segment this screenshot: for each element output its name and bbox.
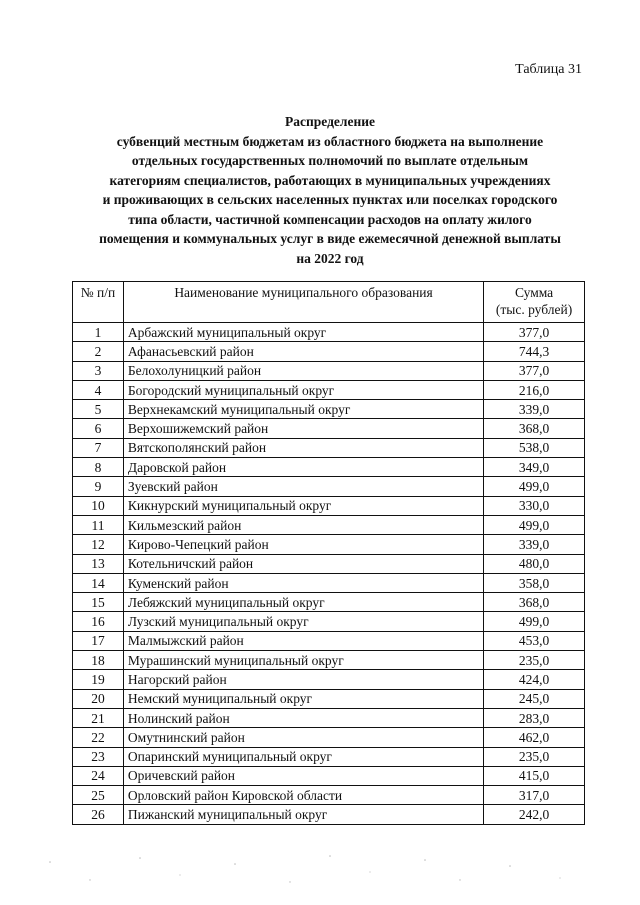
- heading-title: Распределение: [284, 114, 376, 129]
- row-name: Опаринский муниципальный округ: [123, 747, 483, 766]
- row-name: Пижанский муниципальный округ: [123, 805, 483, 824]
- table-row: [73, 458, 585, 477]
- row-number: 18: [73, 651, 124, 670]
- row-sum: 368,0: [484, 419, 585, 438]
- table-row: [73, 573, 585, 592]
- table-row: [73, 670, 585, 689]
- table-row: [73, 689, 585, 708]
- row-number: 1: [73, 323, 124, 342]
- row-sum: 480,0: [484, 554, 585, 573]
- row-name: Даровской район: [123, 458, 483, 477]
- row-sum: 339,0: [484, 400, 585, 419]
- row-sum: 235,0: [484, 651, 585, 670]
- row-sum: 499,0: [484, 515, 585, 534]
- row-sum: 242,0: [484, 805, 585, 824]
- table-row: [73, 593, 585, 612]
- row-number: 26: [73, 805, 124, 824]
- row-number: 24: [73, 766, 124, 785]
- row-name: Кикнурский муниципальный округ: [123, 496, 483, 515]
- column-header-sum: [484, 282, 585, 323]
- table-row: [73, 438, 585, 457]
- document-heading: [40, 112, 620, 268]
- row-number: 12: [73, 535, 124, 554]
- row-sum: 424,0: [484, 670, 585, 689]
- heading-line: категориям специалистов, работающих в муниципальных учреждениях: [109, 172, 551, 188]
- heading-line: типа области, частичной компенсации расходов на оплату жилого: [128, 211, 532, 227]
- table-row: [73, 554, 585, 573]
- row-number: 23: [73, 747, 124, 766]
- row-number: 20: [73, 689, 124, 708]
- row-sum: 377,0: [484, 323, 585, 342]
- row-name: Верхошижемский район: [123, 419, 483, 438]
- row-number: 6: [73, 419, 124, 438]
- row-sum: 462,0: [484, 728, 585, 747]
- row-number: 11: [73, 515, 124, 534]
- row-sum: 339,0: [484, 535, 585, 554]
- heading-line: отдельных государственных полномочий по выплате отдельным: [131, 153, 529, 168]
- row-sum: 235,0: [484, 747, 585, 766]
- row-name: Нагорский район: [123, 670, 483, 689]
- row-name: Верхнекамский муниципальный округ: [123, 400, 483, 419]
- row-sum: 499,0: [484, 477, 585, 496]
- row-number: 8: [73, 458, 124, 477]
- row-sum: 216,0: [484, 380, 585, 399]
- row-number: 2: [73, 342, 124, 361]
- row-name: Оричевский район: [123, 766, 483, 785]
- row-name: Орловский район Кировской области: [123, 786, 483, 805]
- heading-line: помещения и коммунальных услуг в виде ежемесячной денежной выплаты: [99, 231, 561, 246]
- column-header-name: Наименование муниципального образования: [123, 282, 483, 323]
- row-sum: 358,0: [484, 573, 585, 592]
- row-sum: 317,0: [484, 786, 585, 805]
- table-body: [73, 323, 585, 825]
- row-name: Кильмезский район: [123, 515, 483, 534]
- table-row: [73, 361, 585, 380]
- table-row: [73, 477, 585, 496]
- row-name: Малмыжский район: [123, 631, 483, 650]
- table-header-row: [73, 282, 585, 323]
- row-sum: 368,0: [484, 593, 585, 612]
- row-number: 5: [73, 400, 124, 419]
- heading-line: и проживающих в сельских населенных пунктах или поселках городского: [102, 192, 558, 207]
- row-name: Вятскополянский район: [123, 438, 483, 457]
- row-number: 3: [73, 361, 124, 380]
- table-row: [73, 805, 585, 824]
- table-row: [73, 747, 585, 766]
- row-name: Арбажский муниципальный округ: [123, 323, 483, 342]
- row-number: 19: [73, 670, 124, 689]
- table-row: [73, 535, 585, 554]
- row-number: 9: [73, 477, 124, 496]
- row-name: Котельничский район: [123, 554, 483, 573]
- table-row: [73, 728, 585, 747]
- row-name: Кирово-Чепецкий район: [123, 535, 483, 554]
- row-sum: 538,0: [484, 438, 585, 457]
- row-name: Куменский район: [123, 573, 483, 592]
- row-sum: 349,0: [484, 458, 585, 477]
- table-row: [73, 786, 585, 805]
- table-row: [73, 380, 585, 399]
- table-row: [73, 419, 585, 438]
- row-name: Богородский муниципальный округ: [123, 380, 483, 399]
- table-row: [73, 323, 585, 342]
- column-header-sum-unit: (тыс. рублей): [495, 302, 573, 317]
- row-name: Афанасьевский район: [123, 342, 483, 361]
- table-row: [73, 612, 585, 631]
- row-number: 25: [73, 786, 124, 805]
- row-sum: 453,0: [484, 631, 585, 650]
- scan-noise: [30, 850, 610, 890]
- heading-line: на 2022 год: [296, 250, 364, 266]
- row-number: 7: [73, 438, 124, 457]
- row-number: 17: [73, 631, 124, 650]
- row-name: Омутнинский район: [123, 728, 483, 747]
- row-number: 4: [73, 380, 124, 399]
- row-sum: 245,0: [484, 689, 585, 708]
- row-number: 13: [73, 554, 124, 573]
- row-number: 21: [73, 708, 124, 727]
- row-sum: 744,3: [484, 342, 585, 361]
- heading-line: субвенций местным бюджетам из областного бюджета на выполнение: [116, 133, 544, 149]
- row-name: Немский муниципальный округ: [123, 689, 483, 708]
- row-sum: 330,0: [484, 496, 585, 515]
- row-number: 15: [73, 593, 124, 612]
- table-row: [73, 651, 585, 670]
- row-sum: 415,0: [484, 766, 585, 785]
- row-sum: 377,0: [484, 361, 585, 380]
- column-header-number: № п/п: [73, 282, 124, 323]
- table-row: [73, 496, 585, 515]
- row-sum: 499,0: [484, 612, 585, 631]
- row-number: 16: [73, 612, 124, 631]
- distribution-table: [72, 281, 585, 825]
- row-number: 14: [73, 573, 124, 592]
- table-row: [73, 400, 585, 419]
- row-sum: 283,0: [484, 708, 585, 727]
- table-row: [73, 342, 585, 361]
- row-name: Зуевский район: [123, 477, 483, 496]
- column-header-sum-title: Сумма: [514, 285, 554, 300]
- row-name: Нолинский район: [123, 708, 483, 727]
- table-row: [73, 515, 585, 534]
- table-row: [73, 631, 585, 650]
- table-row: [73, 708, 585, 727]
- row-number: 22: [73, 728, 124, 747]
- table-row: [73, 766, 585, 785]
- row-name: Лебяжский муниципальный округ: [123, 593, 483, 612]
- row-name: Белохолуницкий район: [123, 361, 483, 380]
- row-number: 10: [73, 496, 124, 515]
- row-name: Лузский муниципальный округ: [123, 612, 483, 631]
- table-number-label: Таблица 31: [515, 62, 582, 77]
- row-name: Мурашинский муниципальный округ: [123, 651, 483, 670]
